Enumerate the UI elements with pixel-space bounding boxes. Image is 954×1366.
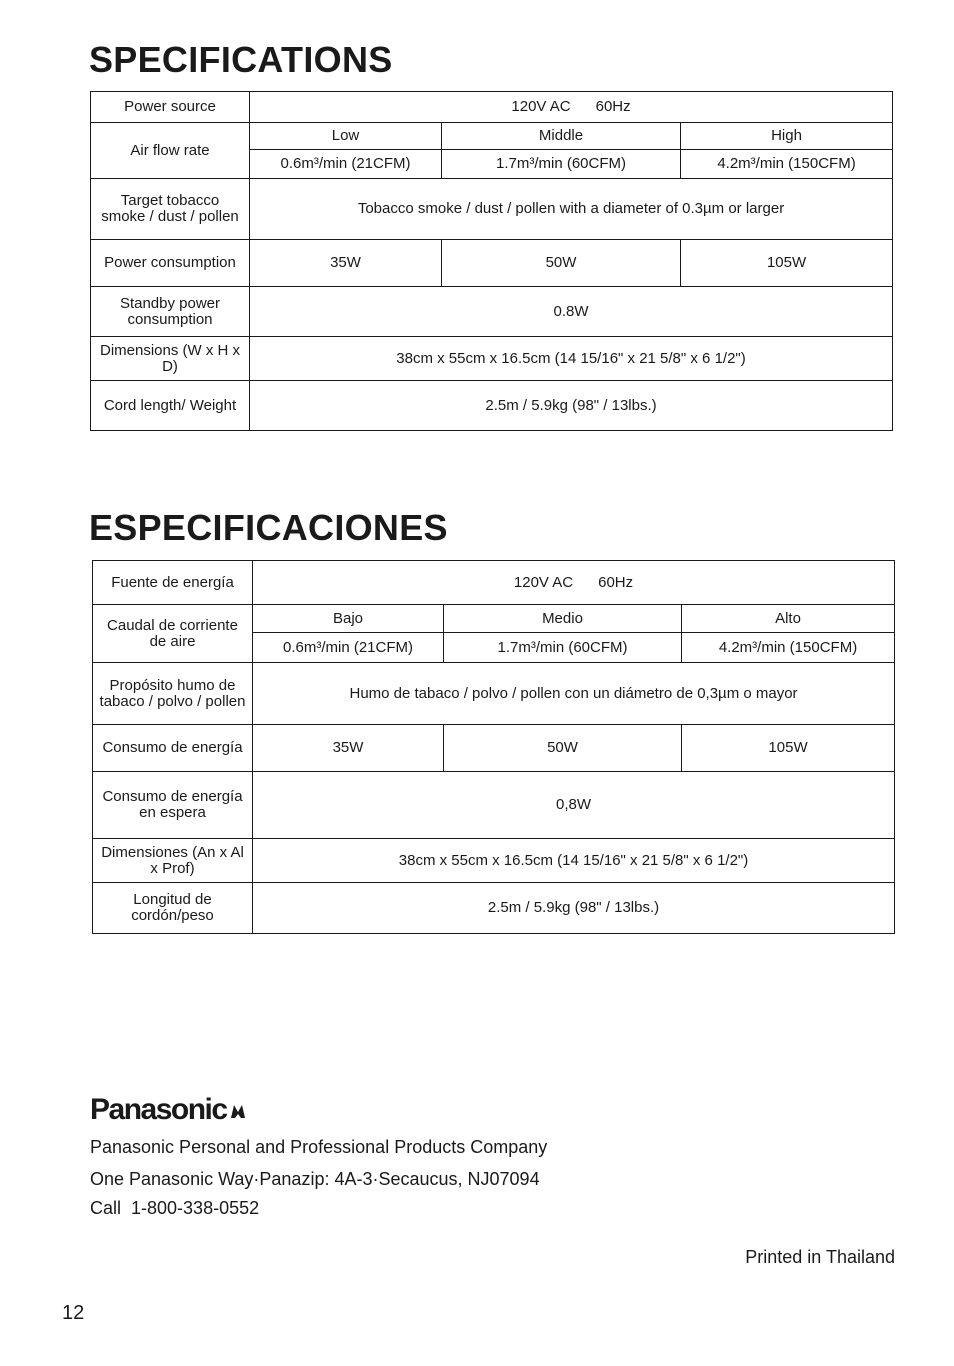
power-consumption-label: Power consumption (91, 240, 250, 287)
company-address: One Panasonic Way·Panazip: 4A-3·Secaucus, NJ07094 (90, 1169, 540, 1189)
spec-row-power-consumption (91, 240, 893, 287)
power-source-label-es: Fuente de energía (93, 561, 253, 605)
standby-value-es: 0,8W (253, 772, 895, 839)
air-flow-value-high-es: 4.2m³/min (150CFM) (682, 633, 895, 663)
spec-row-dimensions-es (93, 839, 895, 883)
power-consumption-middle-es: 50W (444, 725, 682, 772)
air-flow-label-es: Caudal de corriente de aire (93, 605, 253, 663)
spec-row-cord-es (93, 883, 895, 934)
spec-row-power-source (91, 92, 893, 123)
target-label: Target tobacco smoke / dust / pollen (91, 179, 250, 240)
cord-label-es: Longitud de cordón/peso (93, 883, 253, 934)
target-value-es: Humo de tabaco / polvo / pollen con un diámetro de 0,3µm o mayor (253, 663, 895, 725)
air-flow-value-high: 4.2m³/min (150CFM) (681, 150, 893, 179)
dimensions-value: 38cm x 55cm x 16.5cm (14 15/16" x 21 5/8" x 6 1/2") (250, 337, 893, 381)
power-consumption-label-es: Consumo de energía (93, 725, 253, 772)
power-source-label: Power source (91, 92, 250, 123)
dimensions-value-es: 38cm x 55cm x 16.5cm (14 15/16" x 21 5/8" x 6 1/2") (253, 839, 895, 883)
power-consumption-low-es: 35W (253, 725, 444, 772)
specifications-table (90, 91, 893, 431)
air-flow-level-low: Low (250, 123, 442, 150)
cord-label: Cord length/ Weight (91, 381, 250, 431)
spec-row-dimensions (91, 337, 893, 381)
cord-value-es: 2.5m / 5.9kg (98" / 13lbs.) (253, 883, 895, 934)
air-flow-value-low-es: 0.6m³/min (21CFM) (253, 633, 444, 663)
spec-row-cord (91, 381, 893, 431)
spec-row-standby (91, 287, 893, 337)
company-name: Panasonic Personal and Professional Products Company (90, 1137, 548, 1157)
dimensions-label-es: Dimensiones (An x Al x Prof) (93, 839, 253, 883)
panasonic-mark-icon (230, 1103, 248, 1119)
target-value: Tobacco smoke / dust / pollen with a diameter of 0.3µm or larger (250, 179, 893, 240)
printed-in: Printed in Thailand (745, 1247, 895, 1267)
air-flow-value-middle-es: 1.7m³/min (60CFM) (444, 633, 682, 663)
specifications-heading: SPECIFICATIONS (89, 39, 393, 80)
spec-row-standby-es (93, 772, 895, 839)
air-flow-value-low: 0.6m³/min (21CFM) (250, 150, 442, 179)
power-consumption-low: 35W (250, 240, 442, 287)
power-consumption-middle: 50W (442, 240, 681, 287)
air-flow-level-middle-es: Medio (444, 605, 682, 633)
air-flow-level-high: High (681, 123, 893, 150)
dimensions-label: Dimensions (W x H x D) (91, 337, 250, 381)
cord-value: 2.5m / 5.9kg (98" / 13lbs.) (250, 381, 893, 431)
spec-row-air-flow-levels (91, 123, 893, 150)
air-flow-label: Air flow rate (91, 123, 250, 179)
air-flow-value-middle: 1.7m³/min (60CFM) (442, 150, 681, 179)
spec-row-target (91, 179, 893, 240)
air-flow-level-high-es: Alto (682, 605, 895, 633)
standby-label-es: Consumo de energía en espera (93, 772, 253, 839)
spec-row-power-consumption-es (93, 725, 895, 772)
standby-label: Standby power consumption (91, 287, 250, 337)
standby-value: 0.8W (250, 287, 893, 337)
power-source-value-es: 120V AC 60Hz (253, 561, 895, 605)
spec-row-air-flow-levels-es (93, 605, 895, 633)
panasonic-logo: Panasonic (90, 1095, 248, 1125)
especificaciones-heading: ESPECIFICACIONES (89, 507, 448, 548)
air-flow-level-low-es: Bajo (253, 605, 444, 633)
power-source-value: 120V AC 60Hz (250, 92, 893, 123)
especificaciones-table (92, 560, 895, 934)
spec-row-power-source-es (93, 561, 895, 605)
air-flow-level-middle: Middle (442, 123, 681, 150)
power-consumption-high: 105W (681, 240, 893, 287)
target-label-es: Propósito humo de tabaco / polvo / pollen (93, 663, 253, 725)
company-phone: Call 1-800-338-0552 (90, 1198, 260, 1218)
page-number: 12 (62, 1302, 85, 1324)
power-consumption-high-es: 105W (682, 725, 895, 772)
spec-row-target-es (93, 663, 895, 725)
